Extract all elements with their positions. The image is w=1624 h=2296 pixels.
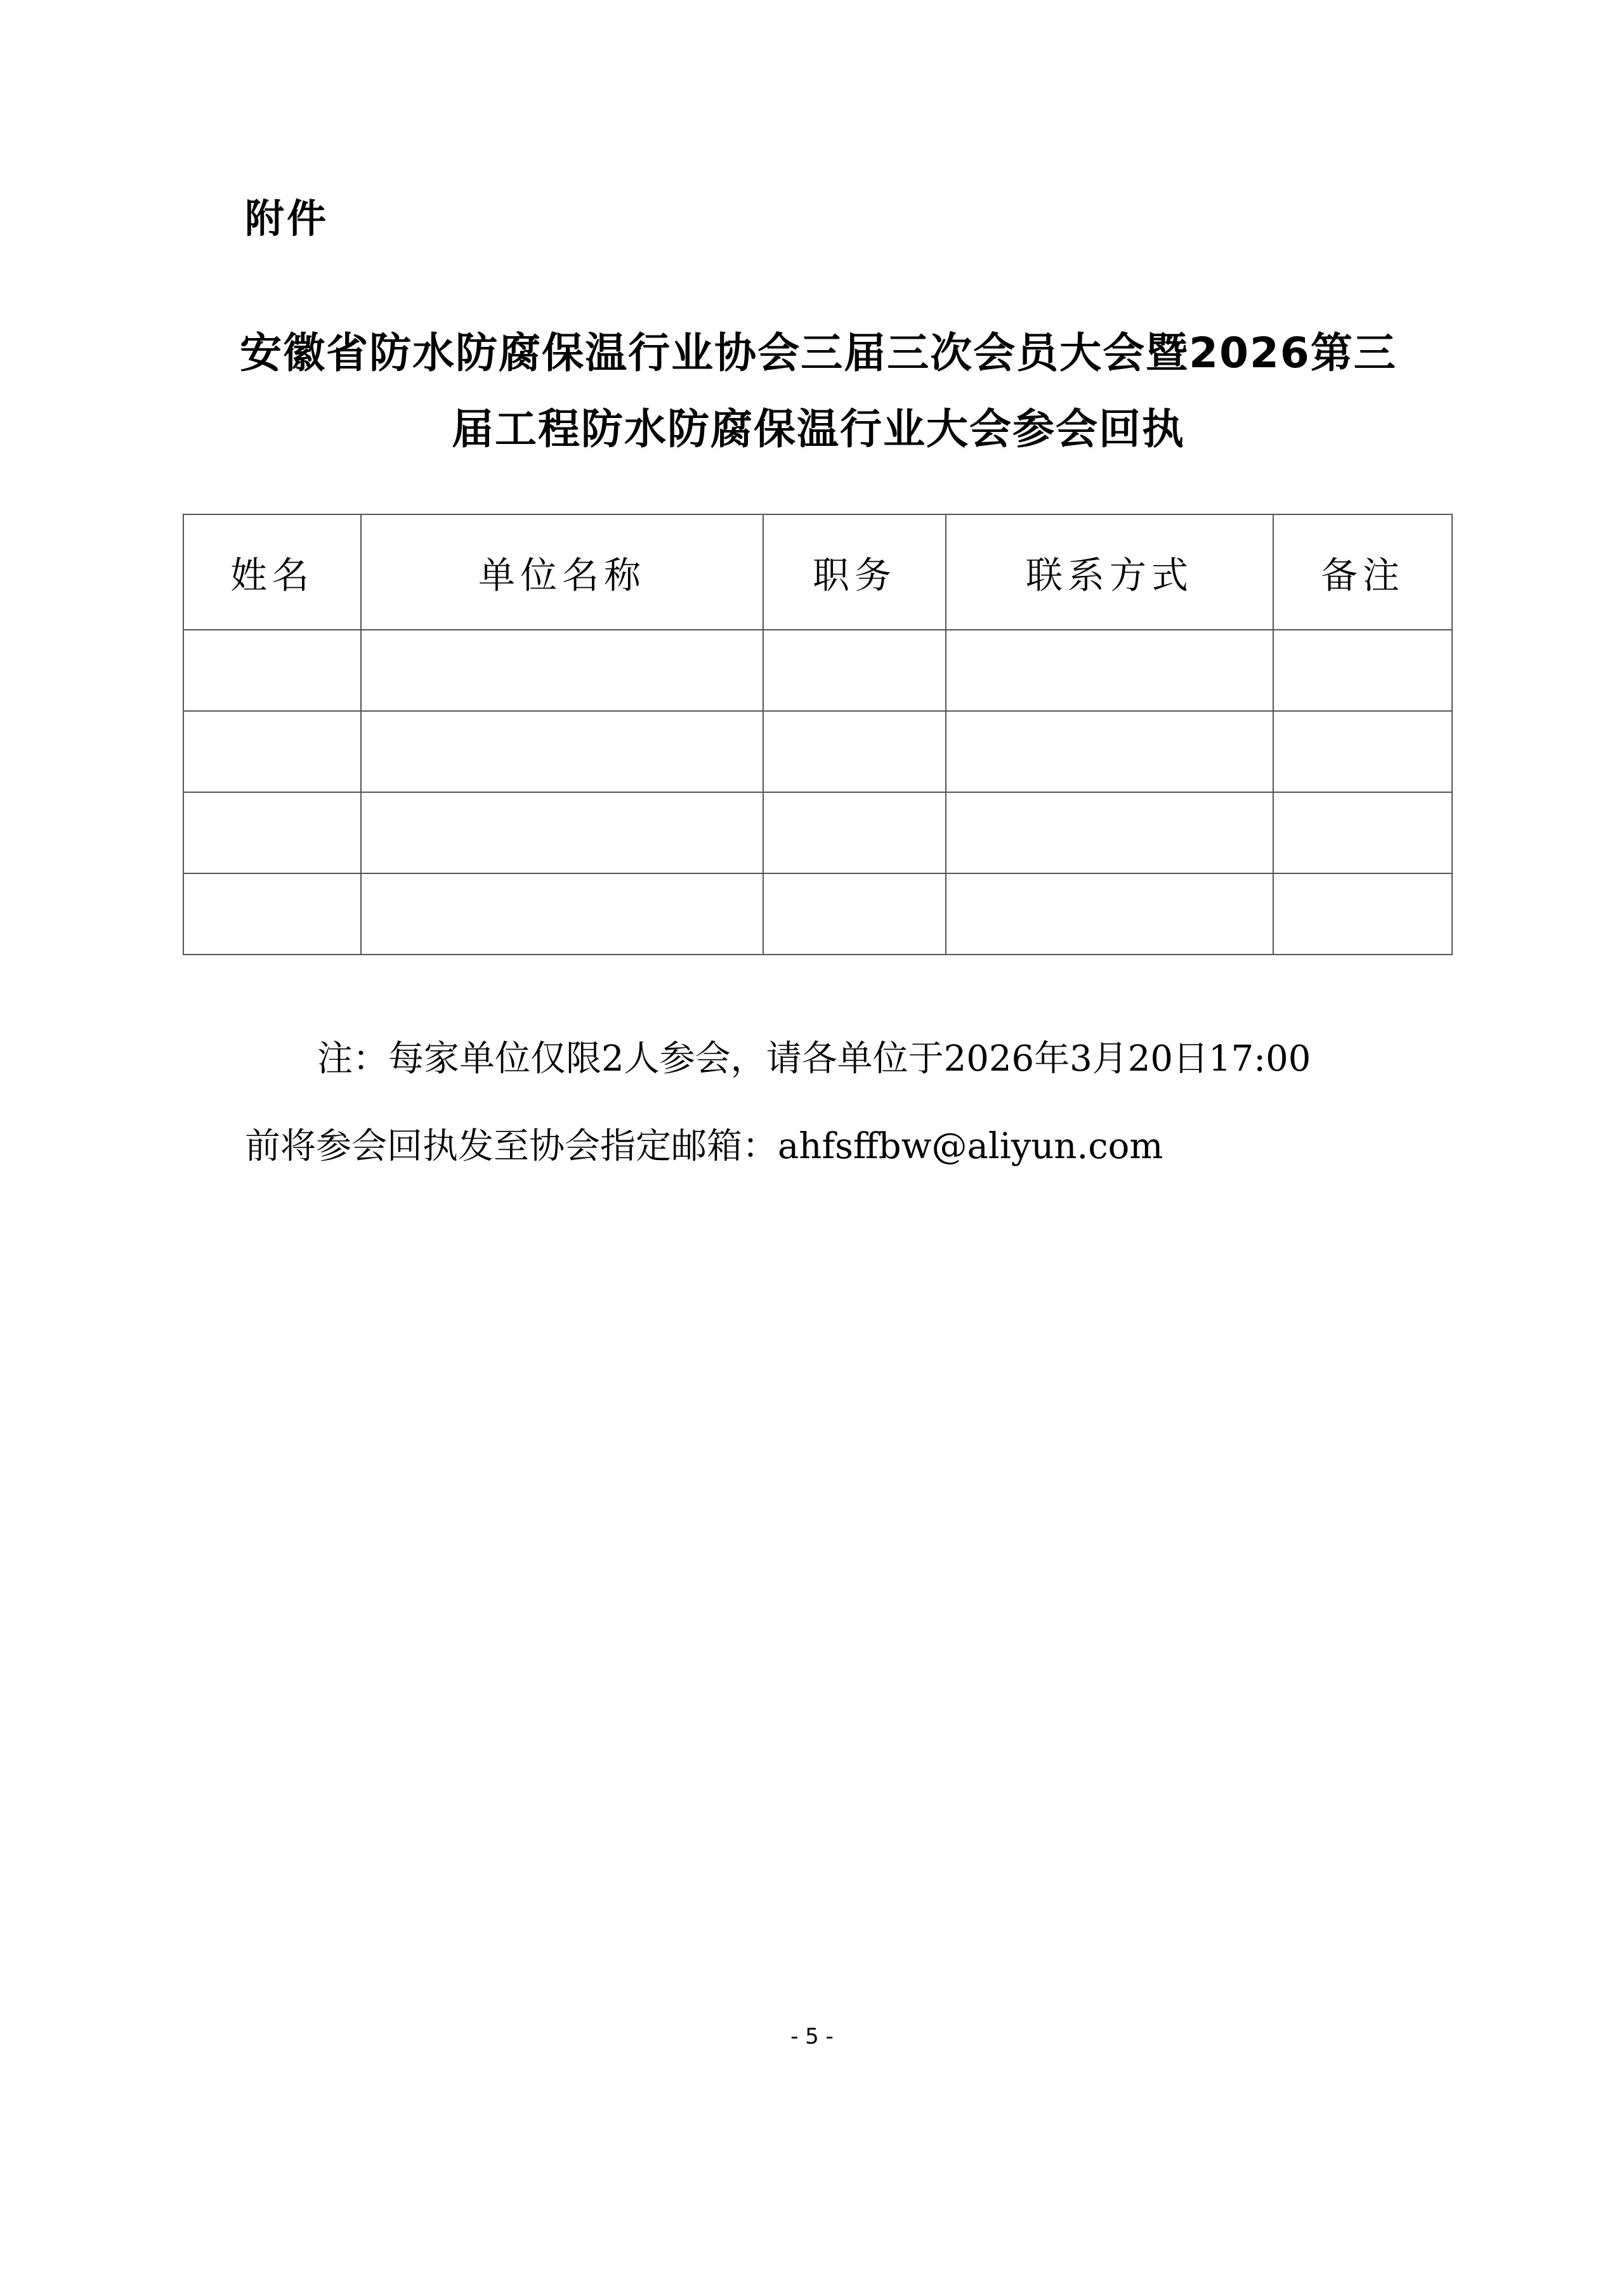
table-cell[interactable] <box>1273 630 1452 711</box>
table-row <box>183 873 1452 955</box>
table-row <box>183 711 1452 792</box>
table-cell[interactable] <box>946 792 1273 873</box>
document-title-line-2: 届工程防水防腐保温行业大会参会回执 <box>452 405 1185 453</box>
note-text-line-2: 前将参会回执发至协会指定邮箱：ahfsffbw@aliyun.com <box>245 1126 1163 1167</box>
header-remarks: 备注 <box>1273 514 1452 630</box>
table-cell[interactable] <box>763 630 946 711</box>
header-position: 职务 <box>763 514 946 630</box>
table-cell[interactable] <box>361 873 763 955</box>
table-cell[interactable] <box>946 630 1273 711</box>
table-cell[interactable] <box>361 792 763 873</box>
table-row <box>183 630 1452 711</box>
attachment-label: 附件 <box>245 195 329 242</box>
header-organization: 单位名称 <box>361 514 763 630</box>
table-cell[interactable] <box>946 711 1273 792</box>
header-contact: 联系方式 <box>946 514 1273 630</box>
document-title-line-1: 安徽省防水防腐保温行业协会三届三次会员大会暨2026第三 <box>240 329 1397 377</box>
table-cell[interactable] <box>1273 711 1452 792</box>
table-cell[interactable] <box>1273 873 1452 955</box>
table-cell[interactable] <box>361 630 763 711</box>
registration-receipt-table <box>183 514 1453 955</box>
table-row <box>183 792 1452 873</box>
table-cell[interactable] <box>183 873 361 955</box>
note-text-line-1: 注：每家单位仅限2人参会，请各单位于2026年3月20日17:00 <box>317 1038 1311 1080</box>
table-cell[interactable] <box>183 792 361 873</box>
header-name: 姓名 <box>183 514 361 630</box>
table-cell[interactable] <box>1273 792 1452 873</box>
table-cell[interactable] <box>183 630 361 711</box>
table-cell[interactable] <box>763 873 946 955</box>
table-cell[interactable] <box>361 711 763 792</box>
table-cell[interactable] <box>183 711 361 792</box>
table-cell[interactable] <box>763 711 946 792</box>
page-number: - 5 - <box>790 2024 834 2049</box>
table-header-row <box>183 514 1452 630</box>
table-cell[interactable] <box>763 792 946 873</box>
table-cell[interactable] <box>946 873 1273 955</box>
